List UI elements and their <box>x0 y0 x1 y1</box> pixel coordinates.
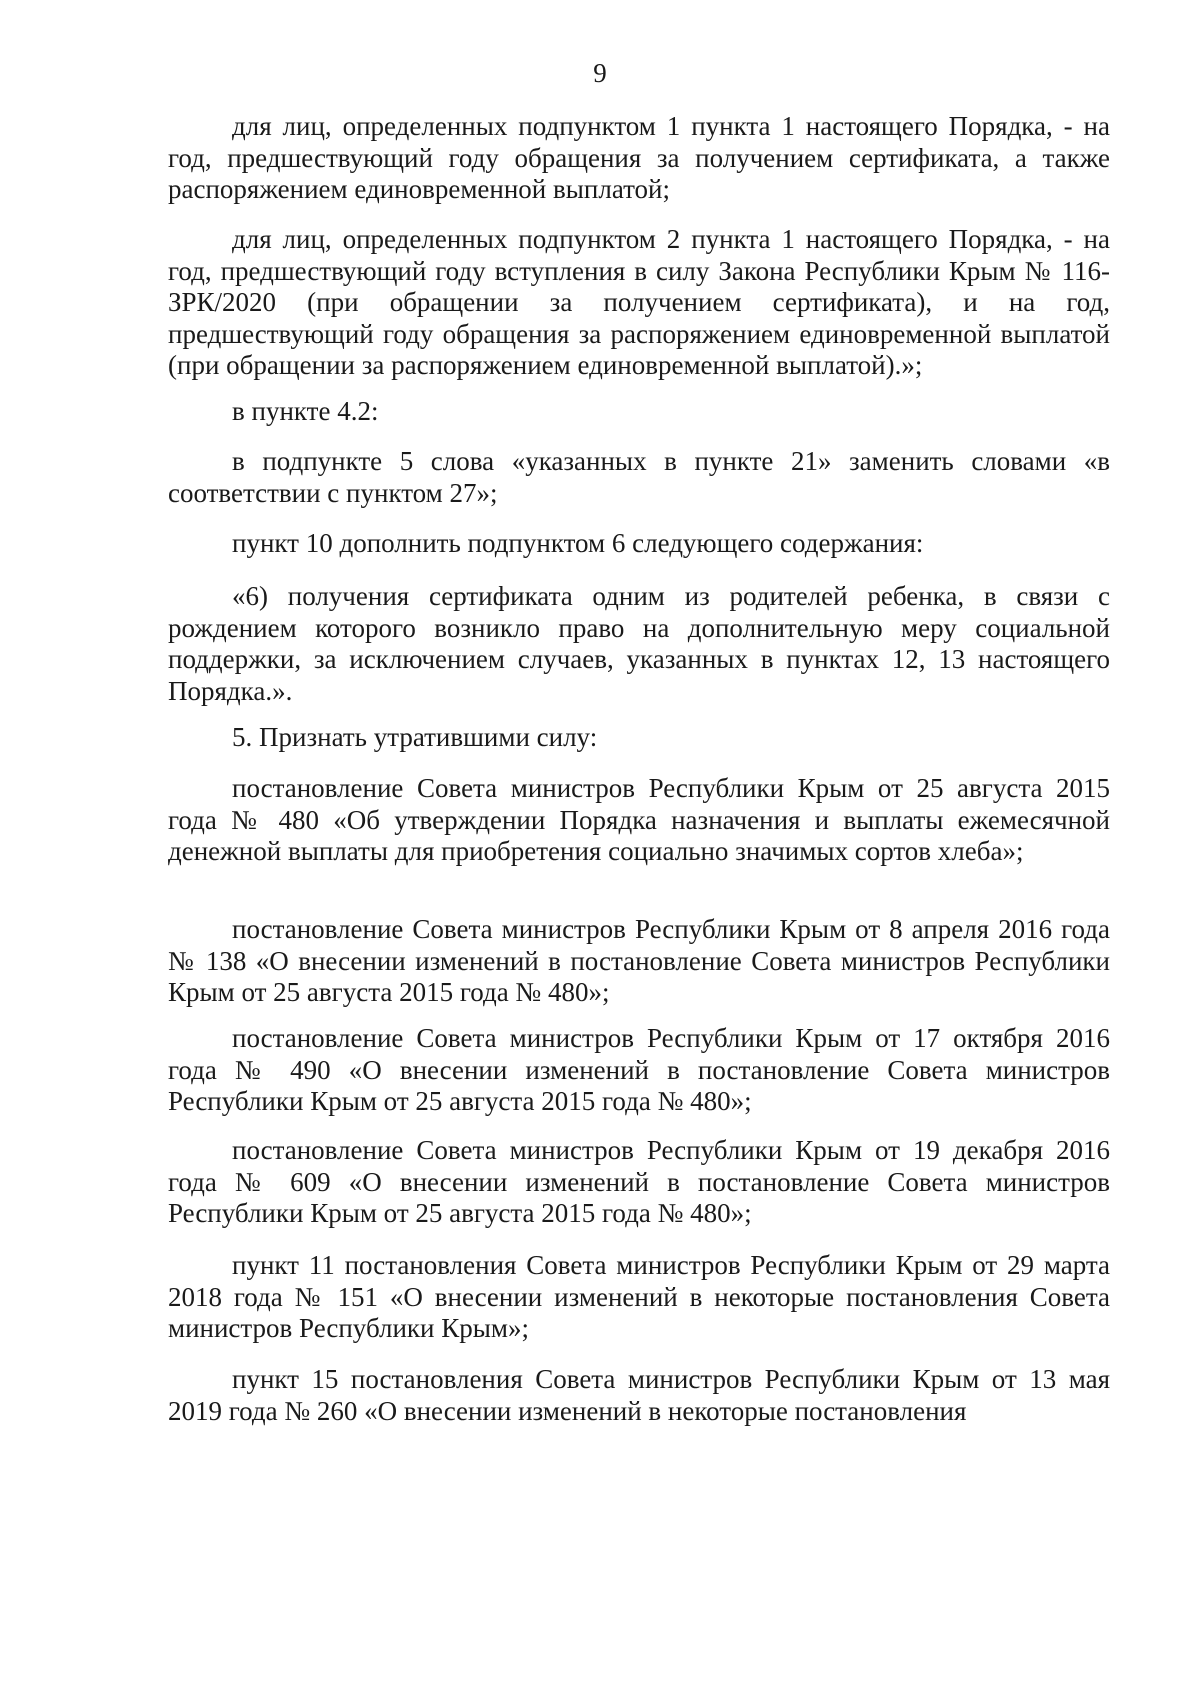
paragraph-income-period-group-2: для лиц, определенных подпунктом 2 пункта 1 настоящего Порядка, - на год, предшествующий году вступления в силу Закона Республики Крым № 116-ЗРК/2020 (при обращении за получением сертификата), и на год, предшествующий году обращения за распоряжением единовременной выплатой (при обращении за распоряжением единовременной выплатой).»; <box>168 224 1110 380</box>
paragraph-section-5-heading: 5. Признать утратившими силу: <box>232 722 598 752</box>
paragraph-repealed-480: постановление Совета министров Республики Крым от 25 августа 2015 года № 480 «Об утверждении Порядка назначения и выплаты ежемесячной денежной выплаты для приобретения социально значимых сортов хлеба»; <box>168 773 1110 866</box>
paragraph-subclause-5-replacement: в подпункте 5 слова «указанных в пункте 21» заменить словами «в соответствии с пунктом 27»; <box>168 446 1110 508</box>
page-number: 9 <box>593 58 607 88</box>
paragraph-clause-10-addition: пункт 10 дополнить подпунктом 6 следующего содержания: <box>232 528 924 558</box>
paragraph-repealed-260-clause-15: пункт 15 постановления Совета министров Республики Крым от 13 мая 2019 года № 260 «О внесении изменений в некоторые постановления <box>168 1364 1110 1426</box>
paragraph-repealed-151-clause-11: пункт 11 постановления Совета министров Республики Крым от 29 марта 2018 года № 151 «О внесении изменений в некоторые постановления Совета министров Республики Крым»; <box>168 1250 1110 1343</box>
paragraph-clause-4-2: в пункте 4.2: <box>232 396 379 426</box>
paragraph-repealed-609: постановление Совета министров Республики Крым от 19 декабря 2016 года № 609 «О внесении изменений в постановление Совета министров Республики Крым от 25 августа 2015 года № 480»; <box>168 1135 1110 1228</box>
paragraph-repealed-490: постановление Совета министров Республики Крым от 17 октября 2016 года № 490 «О внесении изменений в постановление Совета министров Республики Крым от 25 августа 2015 года № 480»; <box>168 1023 1110 1116</box>
paragraph-subclause-6-text: «6) получения сертификата одним из родителей ребенка, в связи с рождением которого возникло право на дополнительную меру социальной поддержки, за исключением случаев, указанных в пунктах 12, 13 настоящего Порядка.». <box>168 581 1110 706</box>
paragraph-repealed-138: постановление Совета министров Республики Крым от 8 апреля 2016 года № 138 «О внесении изменений в постановление Совета министров Республики Крым от 25 августа 2015 года № 480»; <box>168 914 1110 1007</box>
paragraph-income-period-group-1: для лиц, определенных подпунктом 1 пункта 1 настоящего Порядка, - на год, предшествующий году обращения за получением сертификата, а также распоряжением единовременной выплатой; <box>168 111 1110 204</box>
